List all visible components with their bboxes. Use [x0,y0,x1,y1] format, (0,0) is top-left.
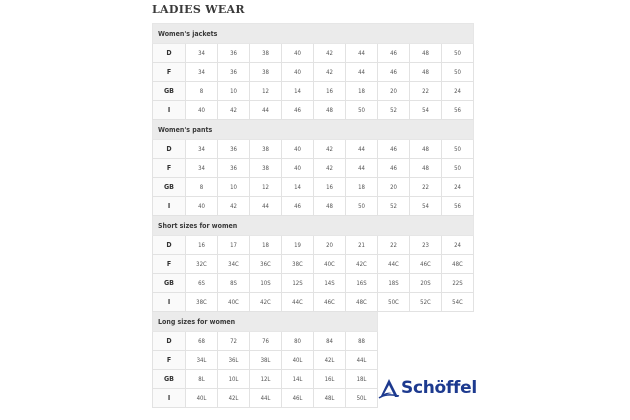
section-header-row [153,24,474,44]
size-cell: 38C [186,293,218,312]
brand-logo [378,377,477,399]
size-cell: 40L [186,389,218,408]
section-title: Long sizes for women [153,312,378,332]
size-cell: 46 [378,140,410,159]
size-cell: 6S [186,274,218,293]
size-cell: 44C [378,255,410,274]
size-cell: 10S [250,274,282,293]
size-cell: 18 [346,82,378,101]
size-cell: 34 [186,159,218,178]
size-cell: 16 [314,178,346,197]
size-cell: 50 [346,197,378,216]
size-cell: 48C [346,293,378,312]
size-cell: 40C [218,293,250,312]
country-label: D [153,236,186,255]
size-cell: 46L [282,389,314,408]
size-cell: 40 [282,44,314,63]
size-cell: 34 [186,63,218,82]
size-cell: 36 [218,140,250,159]
size-cell: 16 [186,236,218,255]
country-label: GB [153,370,186,389]
size-cell: 48 [410,159,442,178]
size-cell: 56 [442,101,474,120]
size-cell: 46 [282,101,314,120]
size-cell: 18L [346,370,378,389]
size-cell: 38C [282,255,314,274]
size-cell: 54 [410,197,442,216]
size-cell: 34L [186,351,218,370]
size-row [153,140,474,159]
empty-cell [378,312,474,332]
size-cell: 56 [442,197,474,216]
size-cell: 50 [346,101,378,120]
size-row [153,82,474,101]
size-cell: 44 [346,44,378,63]
size-cell: 48L [314,389,346,408]
size-cell: 40C [314,255,346,274]
size-row [153,351,474,370]
size-row [153,101,474,120]
size-cell: 24 [442,178,474,197]
size-cell: 20 [314,236,346,255]
schoffel-triangle-logo-icon [378,377,400,399]
size-row [153,332,474,351]
size-cell: 50 [442,63,474,82]
size-cell: 48 [314,197,346,216]
size-cell: 24 [442,82,474,101]
size-cell: 36L [218,351,250,370]
empty-cell [378,332,474,351]
size-cell: 68 [186,332,218,351]
size-cell: 22 [410,178,442,197]
country-label: F [153,255,186,274]
size-cell: 52C [410,293,442,312]
size-cell: 8L [186,370,218,389]
country-label: F [153,63,186,82]
country-label: I [153,293,186,312]
size-cell: 44 [346,63,378,82]
size-row [153,63,474,82]
size-row [153,293,474,312]
size-cell: 38 [250,44,282,63]
size-cell: 14S [314,274,346,293]
country-label: I [153,389,186,408]
size-cell: 42 [218,197,250,216]
section-title: Women's jackets [153,24,474,44]
size-cell: 46C [314,293,346,312]
country-label: I [153,197,186,216]
size-cell: 48 [410,140,442,159]
size-cell: 40 [282,159,314,178]
size-row [153,274,474,293]
size-row [153,236,474,255]
size-cell: 12 [250,82,282,101]
size-cell: 48C [442,255,474,274]
size-cell: 12S [282,274,314,293]
size-chart-table [152,23,474,408]
size-cell: 36 [218,159,250,178]
country-label: D [153,140,186,159]
size-cell: 88 [346,332,378,351]
size-cell: 34 [186,44,218,63]
section-header-row [153,312,474,332]
size-cell: 12 [250,178,282,197]
size-cell: 8S [218,274,250,293]
country-label: D [153,44,186,63]
size-row [153,159,474,178]
country-label: D [153,332,186,351]
size-cell: 16L [314,370,346,389]
size-cell: 36 [218,44,250,63]
size-cell: 18 [346,178,378,197]
size-cell: 44 [346,159,378,178]
size-cell: 50 [442,159,474,178]
size-cell: 22S [442,274,474,293]
country-label: GB [153,274,186,293]
size-cell: 72 [218,332,250,351]
page-title: LADIES WEAR [152,3,245,16]
size-cell: 50 [442,140,474,159]
size-cell: 46 [378,44,410,63]
country-label: F [153,351,186,370]
size-cell: 50C [378,293,410,312]
size-cell: 36C [250,255,282,274]
size-row [153,44,474,63]
size-cell: 8 [186,178,218,197]
size-cell: 50 [442,44,474,63]
size-cell: 48 [410,44,442,63]
size-cell: 44L [346,351,378,370]
size-cell: 46 [282,197,314,216]
empty-cell [378,351,474,370]
size-cell: 42 [314,63,346,82]
size-cell: 21 [346,236,378,255]
size-cell: 18S [378,274,410,293]
section-header-row [153,216,474,236]
size-cell: 22 [410,82,442,101]
size-cell: 10 [218,178,250,197]
size-cell: 40 [282,63,314,82]
size-cell: 23 [410,236,442,255]
size-cell: 40 [186,197,218,216]
size-cell: 84 [314,332,346,351]
country-label: F [153,159,186,178]
country-label: I [153,101,186,120]
brand-logo-text: Schöffel [401,378,477,398]
size-cell: 42C [250,293,282,312]
country-label: GB [153,82,186,101]
size-cell: 34 [186,140,218,159]
size-cell: 80 [282,332,314,351]
size-cell: 48 [410,63,442,82]
size-cell: 44 [250,197,282,216]
size-cell: 38 [250,63,282,82]
size-cell: 12L [250,370,282,389]
size-cell: 52 [378,197,410,216]
size-cell: 40 [186,101,218,120]
size-cell: 44 [346,140,378,159]
size-row [153,178,474,197]
size-cell: 36 [218,63,250,82]
section-title: Short sizes for women [153,216,474,236]
size-cell: 18 [250,236,282,255]
size-cell: 48 [314,101,346,120]
size-cell: 34C [218,255,250,274]
size-cell: 46 [378,159,410,178]
size-row [153,255,474,274]
country-label: GB [153,178,186,197]
size-cell: 40L [282,351,314,370]
size-cell: 22 [378,236,410,255]
size-cell: 16S [346,274,378,293]
size-cell: 42 [314,140,346,159]
section-title: Women's pants [153,120,474,140]
size-cell: 19 [282,236,314,255]
size-cell: 42 [218,101,250,120]
size-cell: 54 [410,101,442,120]
size-cell: 52 [378,101,410,120]
size-row [153,197,474,216]
size-cell: 16 [314,82,346,101]
size-cell: 42 [314,44,346,63]
size-cell: 17 [218,236,250,255]
size-cell: 42L [314,351,346,370]
size-cell: 40 [282,140,314,159]
size-cell: 14L [282,370,314,389]
size-cell: 44L [250,389,282,408]
size-cell: 44 [250,101,282,120]
size-cell: 42C [346,255,378,274]
size-cell: 10L [218,370,250,389]
size-cell: 42L [218,389,250,408]
size-cell: 76 [250,332,282,351]
size-cell: 20S [410,274,442,293]
size-cell: 20 [378,178,410,197]
size-cell: 20 [378,82,410,101]
size-cell: 10 [218,82,250,101]
size-cell: 8 [186,82,218,101]
size-cell: 14 [282,82,314,101]
size-cell: 44C [282,293,314,312]
size-cell: 32C [186,255,218,274]
size-cell: 54C [442,293,474,312]
size-cell: 24 [442,236,474,255]
size-cell: 14 [282,178,314,197]
size-cell: 38 [250,140,282,159]
size-cell: 46C [410,255,442,274]
size-cell: 38L [250,351,282,370]
size-cell: 46 [378,63,410,82]
section-header-row [153,120,474,140]
size-cell: 38 [250,159,282,178]
size-cell: 42 [314,159,346,178]
size-cell: 50L [346,389,378,408]
